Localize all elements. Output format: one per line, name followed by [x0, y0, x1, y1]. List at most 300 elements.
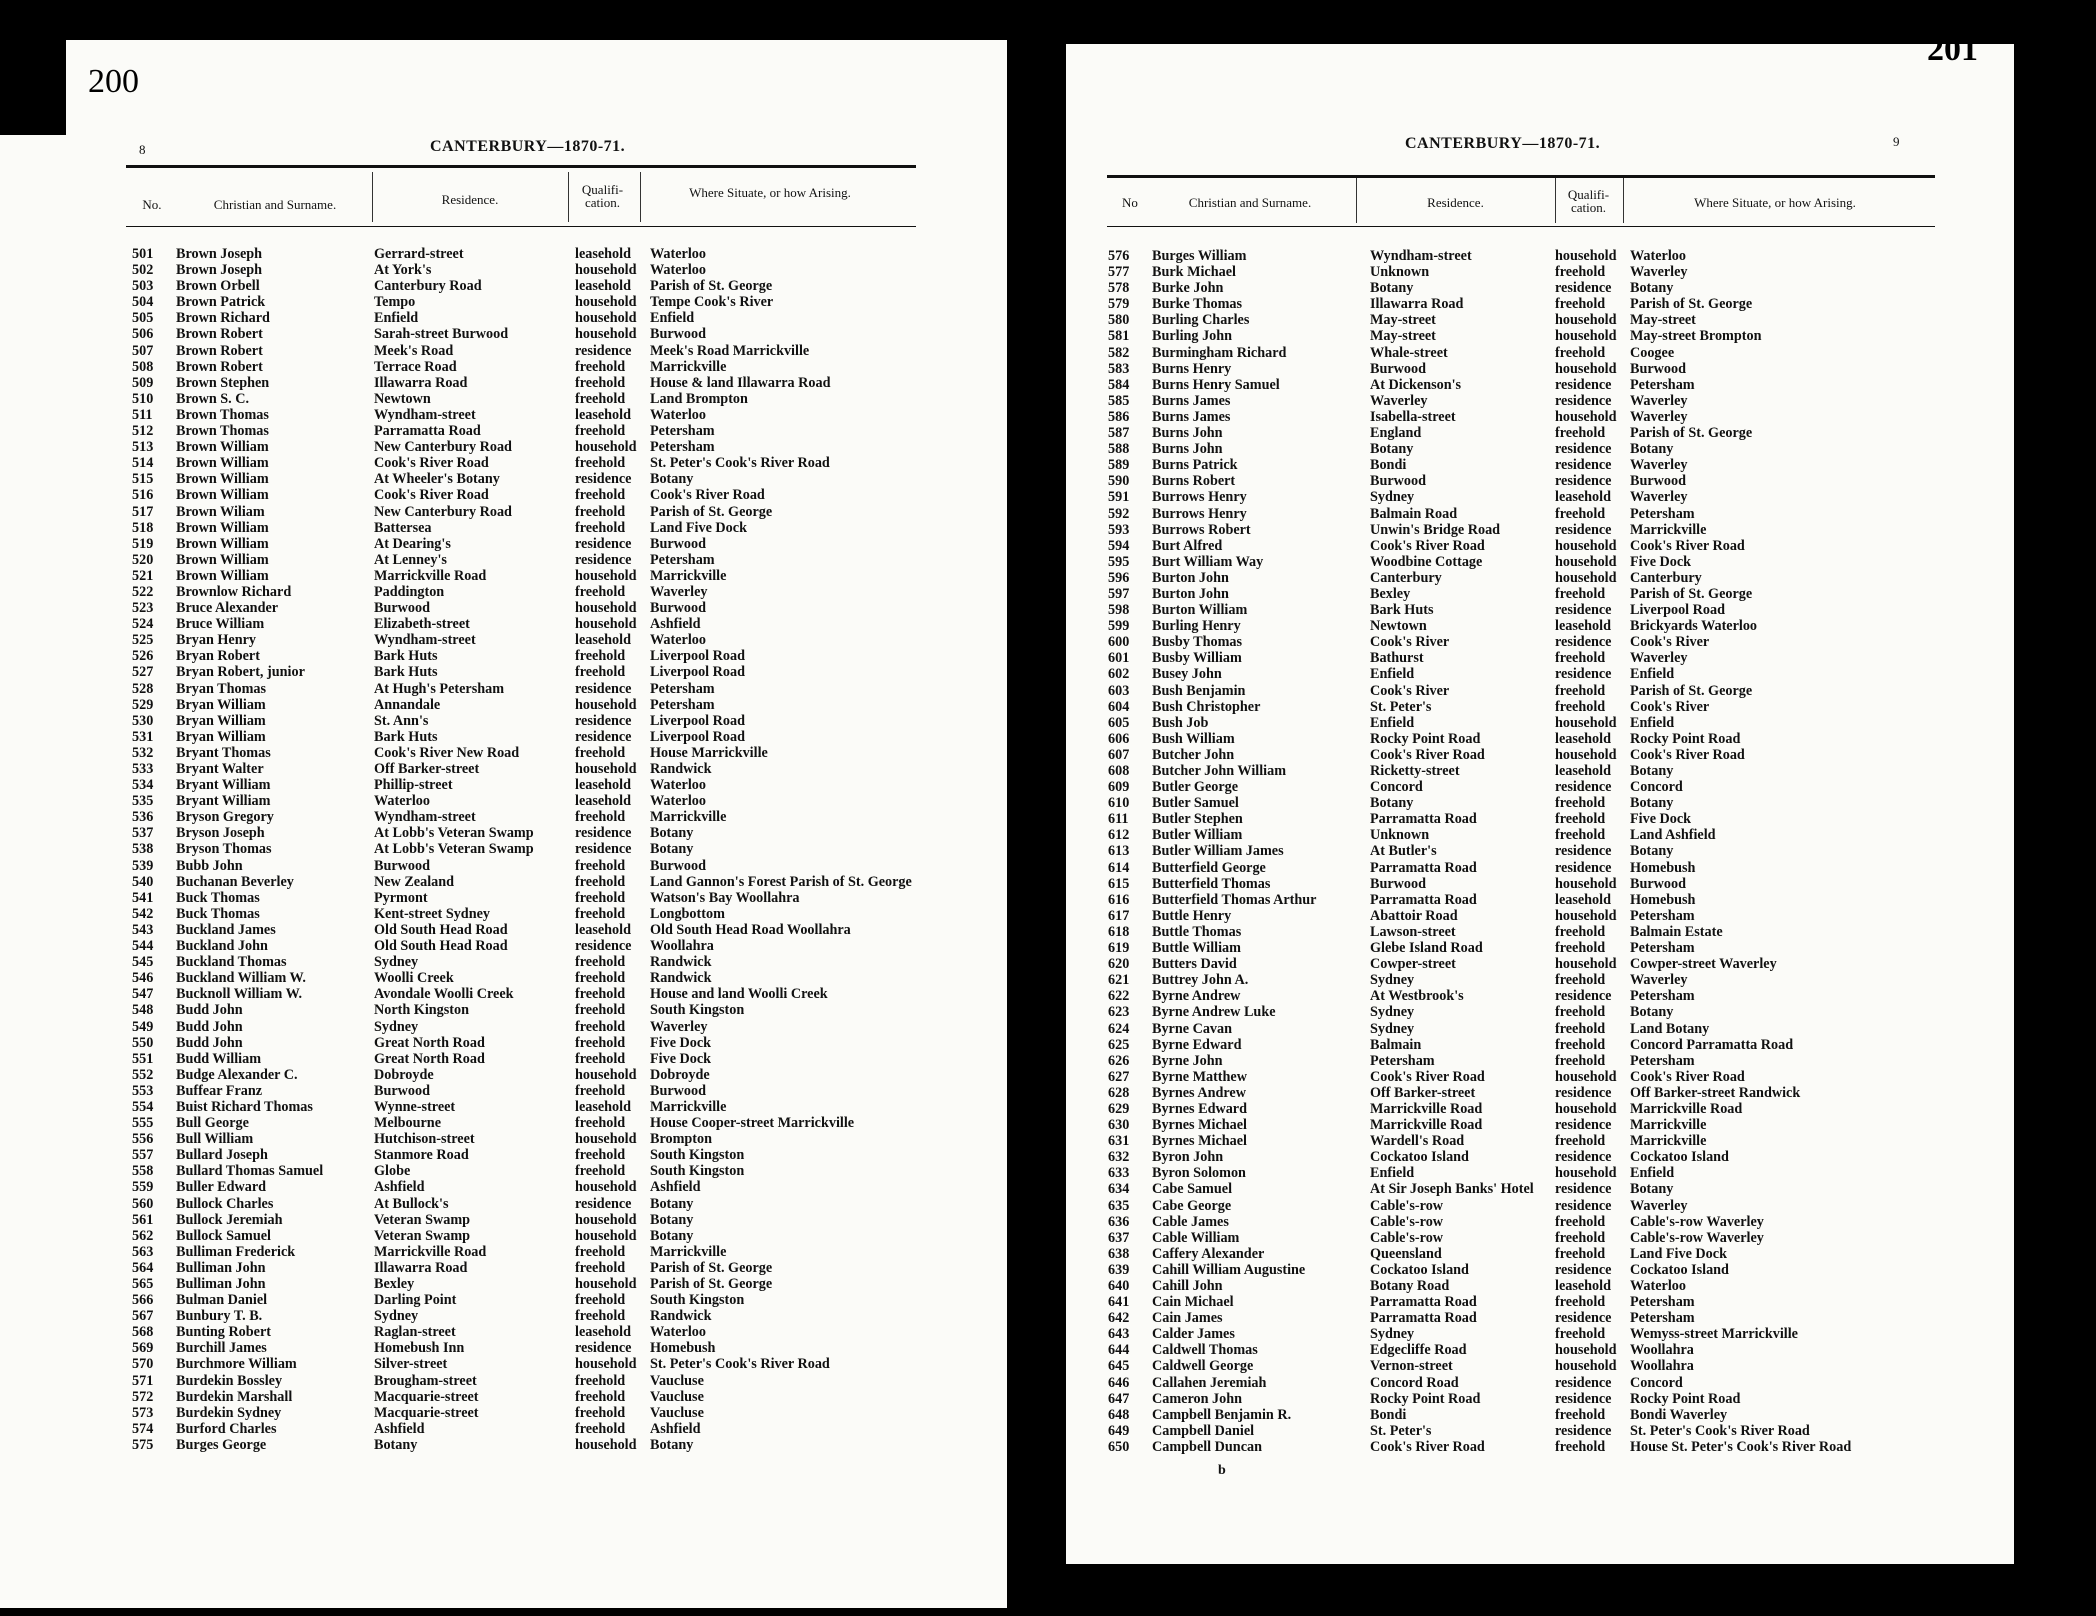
- entry-name: Butcher John: [1152, 746, 1235, 763]
- table-row: [1108, 1310, 1988, 1326]
- table-row: [1108, 956, 1988, 972]
- entry-qualification: residence: [1555, 1390, 1612, 1407]
- entry-qualification: household: [1555, 569, 1617, 586]
- entry-qualification: leasehold: [1555, 763, 1611, 779]
- entry-name: Cahill William Augustine: [1152, 1261, 1306, 1278]
- entry-qualification: residence: [1555, 473, 1612, 490]
- page-number-right: 9: [1893, 134, 1900, 149]
- entry-number: 619: [1108, 940, 1130, 957]
- table-row: [132, 841, 952, 857]
- entry-name: Butters David: [1152, 956, 1237, 973]
- entry-where: Ashfield: [650, 1179, 701, 1196]
- entry-name: Cable James: [1152, 1213, 1229, 1230]
- table-row: [132, 262, 952, 278]
- entry-where: Meek's Road Marrickville: [650, 342, 810, 359]
- entry-residence: Parramatta Road: [1370, 1310, 1477, 1327]
- entry-where: Waverley: [1630, 972, 1688, 989]
- entry-number: 543: [132, 921, 154, 938]
- entry-qualification: freehold: [575, 664, 626, 681]
- table-row: [132, 1147, 952, 1163]
- entry-residence: Burwood: [1370, 875, 1426, 892]
- entry-number: 583: [1108, 360, 1130, 377]
- entry-qualification: freehold: [575, 1259, 626, 1276]
- entry-residence: Macquarie-street: [374, 1388, 479, 1405]
- entry-where: South Kingston: [650, 1147, 745, 1164]
- entry-number: 590: [1108, 473, 1130, 490]
- entry-residence: Canterbury: [1370, 569, 1442, 586]
- table-row: [1108, 1423, 1988, 1439]
- entry-number: 539: [132, 857, 154, 874]
- entry-where: Botany: [650, 471, 694, 488]
- entry-residence: At Westbrook's: [1370, 988, 1464, 1005]
- entry-qualification: freehold: [575, 1420, 626, 1437]
- table-row: [132, 1373, 952, 1389]
- entry-qualification: household: [1555, 537, 1617, 554]
- entry-name: Buist Richard Thomas: [176, 1098, 313, 1115]
- entry-name: Bunting Robert: [176, 1324, 271, 1341]
- entry-where: Parish of St. George: [1630, 425, 1753, 442]
- table-row: [132, 326, 952, 342]
- entry-residence: Unknown: [1370, 827, 1430, 844]
- entry-residence: Bark Huts: [1370, 602, 1434, 619]
- entry-where: Brompton: [650, 1131, 713, 1148]
- entry-name: Burrows Henry: [1152, 489, 1247, 506]
- entry-number: 595: [1108, 553, 1130, 570]
- entry-where: Botany: [650, 1195, 694, 1212]
- page-number-left: 8: [139, 142, 146, 157]
- colhead-qualification-left: Qualifi- cation.: [581, 182, 624, 210]
- entry-where: Cook's River Road: [1630, 746, 1745, 763]
- entry-residence: Veteran Swamp: [374, 1211, 471, 1228]
- entry-where: Homebush: [1630, 891, 1696, 908]
- entry-where: Cowper-street Waverley: [1630, 956, 1777, 973]
- entry-residence: Meek's Road: [374, 342, 454, 359]
- entry-number: 531: [132, 728, 154, 745]
- entry-where: Waverley: [1630, 650, 1688, 667]
- entry-where: Wemyss-street Marrickville: [1630, 1326, 1798, 1343]
- entry-residence: Gerrard-street: [374, 246, 464, 262]
- table-row: [1108, 779, 1988, 795]
- entry-qualification: residence: [1555, 1422, 1612, 1439]
- entry-name: Burling John: [1152, 328, 1233, 345]
- table-row: [132, 1083, 952, 1099]
- table-row: [1108, 731, 1988, 747]
- entry-qualification: residence: [575, 551, 632, 568]
- entry-where: Waverley: [1630, 408, 1688, 425]
- col-divider-right-2: [1555, 178, 1556, 223]
- entry-residence: Bark Huts: [374, 648, 438, 665]
- entry-residence: Parramatta Road: [1370, 811, 1477, 828]
- entry-qualification: freehold: [575, 1050, 626, 1067]
- entry-qualification: freehold: [575, 889, 626, 906]
- entry-qualification: residence: [575, 471, 632, 488]
- entry-residence: Vernon-street: [1370, 1358, 1453, 1375]
- entry-number: 593: [1108, 521, 1130, 538]
- entry-residence: Bathurst: [1370, 650, 1424, 667]
- entry-where: Cook's River Road: [1630, 537, 1745, 554]
- table-row: [1108, 473, 1988, 489]
- table-row: [1108, 602, 1988, 618]
- entry-number: 551: [132, 1050, 154, 1067]
- entry-qualification: freehold: [575, 519, 626, 536]
- entry-residence: Dobroyde: [374, 1066, 434, 1083]
- entry-qualification: freehold: [1555, 425, 1606, 442]
- entry-residence: Botany: [374, 1436, 418, 1453]
- entry-residence: Great North Road: [374, 1034, 485, 1051]
- colhead-no-left: No.: [142, 197, 162, 212]
- scan-tab-left: [0, 0, 66, 135]
- entry-name: Bryan William: [176, 712, 266, 729]
- entry-number: 588: [1108, 441, 1130, 458]
- table-row: [132, 520, 952, 536]
- entry-number: 548: [132, 1002, 154, 1019]
- entry-qualification: freehold: [1555, 682, 1606, 699]
- entry-qualification: leasehold: [1555, 891, 1611, 908]
- table-row: [1108, 1262, 1988, 1278]
- table-row: [1108, 972, 1988, 988]
- entry-name: Caffery Alexander: [1152, 1245, 1265, 1262]
- entry-name: Callahen Jeremiah: [1152, 1374, 1267, 1391]
- entry-number: 526: [132, 648, 154, 665]
- entry-qualification: leasehold: [1555, 489, 1611, 506]
- entry-qualification: household: [1555, 875, 1617, 892]
- entry-qualification: freehold: [575, 1115, 626, 1132]
- entry-qualification: household: [575, 567, 637, 584]
- entry-name: Byrne Andrew Luke: [1152, 1004, 1276, 1021]
- table-row: [132, 697, 952, 713]
- entry-qualification: household: [575, 326, 637, 343]
- entry-residence: Sydney: [374, 1308, 419, 1325]
- entry-name: Bull William: [176, 1131, 254, 1148]
- entry-name: Burt Alfred: [1152, 537, 1223, 554]
- table-row: [1108, 827, 1988, 843]
- entry-name: Busby Thomas: [1152, 634, 1243, 651]
- entry-where: House Marrickville: [650, 744, 768, 761]
- entry-number: 630: [1108, 1117, 1130, 1134]
- entry-residence: Sydney: [1370, 1020, 1415, 1037]
- entry-qualification: freehold: [1555, 1438, 1606, 1455]
- entry-residence: Off Barker-street: [374, 761, 480, 777]
- entry-qualification: residence: [1555, 859, 1612, 876]
- entry-residence: At York's: [374, 262, 432, 279]
- entry-where: South Kingston: [650, 1002, 745, 1019]
- entry-number: 606: [1108, 730, 1130, 747]
- entry-name: Brown Robert: [176, 326, 263, 343]
- entry-residence: Bark Huts: [374, 728, 438, 745]
- entry-where: Land Brompton: [650, 390, 748, 407]
- table-row: [132, 713, 952, 729]
- entry-number: 580: [1108, 312, 1130, 329]
- table-row: [132, 1292, 952, 1308]
- entry-number: 511: [132, 406, 153, 423]
- entry-residence: At Bullock's: [374, 1195, 449, 1212]
- entry-residence: Botany Road: [1370, 1278, 1450, 1294]
- entry-name: Burling Henry: [1152, 618, 1241, 635]
- entry-qualification: household: [575, 616, 637, 633]
- entry-where: Concord: [1630, 779, 1683, 796]
- entry-where: Waverley: [650, 1018, 708, 1035]
- entry-name: Brown William: [176, 439, 269, 456]
- entry-where: Balmain Estate: [1630, 923, 1723, 940]
- table-row: [1108, 457, 1988, 473]
- entry-name: Bryson Gregory: [176, 809, 274, 826]
- entry-number: 563: [132, 1243, 154, 1260]
- entry-where: Botany: [650, 1211, 694, 1228]
- entry-where: Liverpool Road: [1630, 602, 1725, 619]
- entry-qualification: household: [1555, 714, 1617, 731]
- entry-qualification: freehold: [575, 583, 626, 600]
- entry-qualification: residence: [1555, 602, 1612, 619]
- entry-qualification: freehold: [575, 1388, 626, 1405]
- entry-name: Burton John: [1152, 585, 1229, 602]
- entry-where: Dobroyde: [650, 1066, 710, 1083]
- entry-residence: Sydney: [1370, 1326, 1415, 1343]
- entry-where: Botany: [1630, 280, 1674, 297]
- entry-qualification: freehold: [1555, 1004, 1606, 1021]
- table-row: [1108, 1358, 1988, 1374]
- page-header-right: CANTERBURY—1870-71.: [1405, 135, 1601, 152]
- table-row: [1108, 1021, 1988, 1037]
- entry-name: Bryan Thomas: [176, 680, 267, 697]
- table-row: [132, 439, 952, 455]
- entry-qualification: freehold: [1555, 264, 1606, 281]
- entry-number: 513: [132, 439, 154, 456]
- entry-qualification: residence: [1555, 457, 1612, 474]
- table-row: [132, 1035, 952, 1051]
- entry-name: Bucknoll William W.: [176, 986, 303, 1003]
- entry-number: 633: [1108, 1165, 1130, 1182]
- entry-name: Brown Robert: [176, 358, 263, 375]
- table-row: [132, 681, 952, 697]
- entry-residence: Burwood: [374, 857, 430, 874]
- entry-where: Parish of St. George: [650, 278, 773, 295]
- entry-residence: Phillip-street: [374, 777, 453, 794]
- entry-residence: Woolli Creek: [374, 970, 454, 987]
- entry-qualification: freehold: [1555, 1133, 1606, 1150]
- entry-where: House and land Woolli Creek: [650, 986, 828, 1003]
- entry-qualification: residence: [1555, 280, 1612, 297]
- entry-where: Waterloo: [650, 246, 706, 262]
- colhead-residence-left: Residence.: [441, 192, 499, 207]
- entry-residence: Stanmore Road: [374, 1147, 469, 1164]
- entry-residence: Waverley: [1370, 392, 1428, 409]
- entry-where: Ashfield: [650, 1420, 701, 1437]
- entry-where: Randwick: [650, 954, 712, 971]
- entry-qualification: freehold: [575, 1308, 626, 1325]
- entry-name: Byrne Andrew: [1152, 988, 1241, 1005]
- table-row: [132, 729, 952, 745]
- col-divider-right-1: [1356, 178, 1357, 223]
- entry-qualification: household: [1555, 746, 1617, 763]
- entry-name: Brown Orbell: [176, 278, 260, 295]
- header-rule-top-left: [126, 165, 916, 168]
- entry-name: Buttle Henry: [1152, 907, 1232, 924]
- entry-where: Burwood: [650, 535, 706, 552]
- entry-qualification: household: [1555, 1165, 1617, 1182]
- entry-number: 535: [132, 793, 154, 810]
- entry-residence: Balmain: [1370, 1036, 1422, 1053]
- entry-residence: Enfield: [1370, 714, 1415, 731]
- table-row: [1108, 1391, 1988, 1407]
- entry-number: 574: [132, 1420, 154, 1437]
- entry-number: 559: [132, 1179, 154, 1196]
- entry-residence: North Kingston: [374, 1002, 469, 1019]
- table-row: [1108, 312, 1988, 328]
- entry-qualification: residence: [1555, 1261, 1612, 1278]
- entry-where: Randwick: [650, 761, 712, 777]
- entry-name: Brown Patrick: [176, 294, 266, 311]
- entry-where: Botany: [1630, 1181, 1674, 1198]
- table-row: [132, 1212, 952, 1228]
- table-row: [132, 552, 952, 568]
- entry-number: 518: [132, 519, 154, 536]
- entry-qualification: household: [1555, 360, 1617, 377]
- entry-residence: Canterbury Road: [374, 278, 482, 295]
- table-row: [1108, 1326, 1988, 1342]
- entry-where: Woollahra: [1630, 1358, 1694, 1375]
- entry-name: Burdekin Marshall: [176, 1388, 293, 1405]
- table-row: [1108, 699, 1988, 715]
- entry-number: 554: [132, 1098, 154, 1115]
- entry-where: Waterloo: [650, 793, 706, 810]
- entry-name: Burns Robert: [1152, 473, 1236, 490]
- entry-qualification: residence: [1555, 779, 1612, 796]
- entry-where: South Kingston: [650, 1163, 745, 1180]
- table-row: [1108, 892, 1988, 908]
- table-row: [132, 310, 952, 326]
- entry-residence: Ricketty-street: [1370, 763, 1460, 779]
- entry-number: 601: [1108, 650, 1130, 667]
- entry-name: Brown Joseph: [176, 246, 263, 262]
- entry-name: Butler George: [1152, 779, 1239, 796]
- table-row: [1108, 1214, 1988, 1230]
- entry-name: Bullock Samuel: [176, 1227, 271, 1244]
- entry-qualification: household: [575, 1276, 637, 1292]
- entry-qualification: residence: [1555, 988, 1612, 1005]
- entry-number: 592: [1108, 505, 1130, 522]
- entry-name: Bruce Alexander: [176, 600, 279, 617]
- entry-qualification: freehold: [575, 423, 626, 440]
- entry-qualification: household: [575, 1131, 637, 1148]
- table-row: [132, 648, 952, 664]
- entry-name: Bryson Joseph: [176, 825, 265, 842]
- entry-number: 573: [132, 1404, 154, 1421]
- entry-where: Petersham: [650, 696, 715, 713]
- entry-qualification: freehold: [575, 1018, 626, 1035]
- entry-residence: At Butler's: [1370, 843, 1437, 860]
- table-row: [1108, 747, 1988, 763]
- table-row: [132, 278, 952, 294]
- entry-qualification: household: [1555, 328, 1617, 345]
- entry-number: 575: [132, 1436, 154, 1453]
- table-row: [132, 1308, 952, 1324]
- entry-residence: Raglan-street: [374, 1324, 456, 1341]
- entry-where: Petersham: [1630, 940, 1695, 957]
- table-row: [1108, 1101, 1988, 1117]
- entry-qualification: freehold: [575, 358, 626, 375]
- entry-name: Brown William: [176, 519, 269, 536]
- entry-residence: Paddington: [374, 583, 445, 600]
- entry-qualification: leasehold: [1555, 730, 1611, 747]
- entry-qualification: freehold: [575, 1147, 626, 1164]
- entry-qualification: household: [575, 1179, 637, 1196]
- entry-where: House Cooper-street Marrickville: [650, 1115, 855, 1132]
- entry-residence: Bark Huts: [374, 664, 438, 681]
- entry-name: Burton William: [1152, 602, 1248, 619]
- table-row: [1108, 618, 1988, 634]
- entry-residence: Lawson-street: [1370, 923, 1456, 940]
- entry-name: Caldwell George: [1152, 1358, 1254, 1375]
- entry-number: 637: [1108, 1229, 1130, 1246]
- entry-name: Byron John: [1152, 1149, 1224, 1166]
- entry-name: Burns Henry Samuel: [1152, 376, 1280, 393]
- entry-where: Liverpool Road: [650, 712, 745, 729]
- table-row: [1108, 441, 1988, 457]
- entry-where: Rocky Point Road: [1630, 730, 1741, 747]
- entry-where: Parish of St. George: [1630, 682, 1753, 699]
- entry-qualification: household: [575, 1066, 637, 1083]
- entry-where: Marrickville Road: [1630, 1100, 1743, 1117]
- entry-qualification: freehold: [575, 1292, 626, 1309]
- entry-number: 608: [1108, 763, 1130, 779]
- table-row: [1108, 683, 1988, 699]
- entry-qualification: household: [575, 310, 637, 327]
- entry-number: 582: [1108, 344, 1130, 361]
- entry-qualification: household: [575, 600, 637, 617]
- entry-where: Cook's River: [1630, 698, 1710, 715]
- entry-residence: Abattoir Road: [1370, 907, 1458, 924]
- entry-number: 645: [1108, 1358, 1130, 1375]
- entry-number: 512: [132, 423, 154, 440]
- entry-name: Brown Joseph: [176, 262, 263, 279]
- entry-where: Waterloo: [650, 1324, 706, 1341]
- entry-number: 638: [1108, 1245, 1130, 1262]
- table-row: [132, 343, 952, 359]
- entry-residence: Burwood: [1370, 473, 1426, 490]
- table-row: [132, 1437, 952, 1453]
- table-row: [1108, 1085, 1988, 1101]
- entry-where: Petersham: [650, 680, 715, 697]
- entry-name: Butterfield Thomas Arthur: [1152, 891, 1317, 908]
- entry-name: Butcher John William: [1152, 763, 1287, 779]
- entry-number: 650: [1108, 1438, 1130, 1455]
- entry-residence: Darling Point: [374, 1292, 457, 1309]
- entry-residence: New Canterbury Road: [374, 439, 512, 456]
- entry-qualification: household: [1555, 907, 1617, 924]
- entry-number: 544: [132, 938, 154, 955]
- table-row: [1108, 811, 1988, 827]
- entry-number: 549: [132, 1018, 154, 1035]
- entry-number: 560: [132, 1195, 154, 1212]
- entry-residence: Cook's River Road: [1370, 746, 1485, 763]
- entry-name: Cahill John: [1152, 1278, 1223, 1294]
- entry-number: 620: [1108, 956, 1130, 973]
- entry-where: Randwick: [650, 1308, 712, 1325]
- entry-number: 578: [1108, 280, 1130, 297]
- entry-number: 562: [132, 1227, 154, 1244]
- entry-residence: Sydney: [1370, 1004, 1415, 1021]
- entry-number: 567: [132, 1308, 154, 1325]
- entry-name: Bryan Henry: [176, 632, 256, 649]
- entry-qualification: household: [1555, 1358, 1617, 1375]
- entry-number: 557: [132, 1147, 154, 1164]
- entry-qualification: freehold: [1555, 585, 1606, 602]
- entry-residence: Melbourne: [374, 1115, 441, 1132]
- entry-number: 519: [132, 535, 154, 552]
- table-row: [132, 246, 952, 262]
- entry-where: Waverley: [650, 583, 708, 600]
- entry-residence: Tempo: [374, 294, 416, 311]
